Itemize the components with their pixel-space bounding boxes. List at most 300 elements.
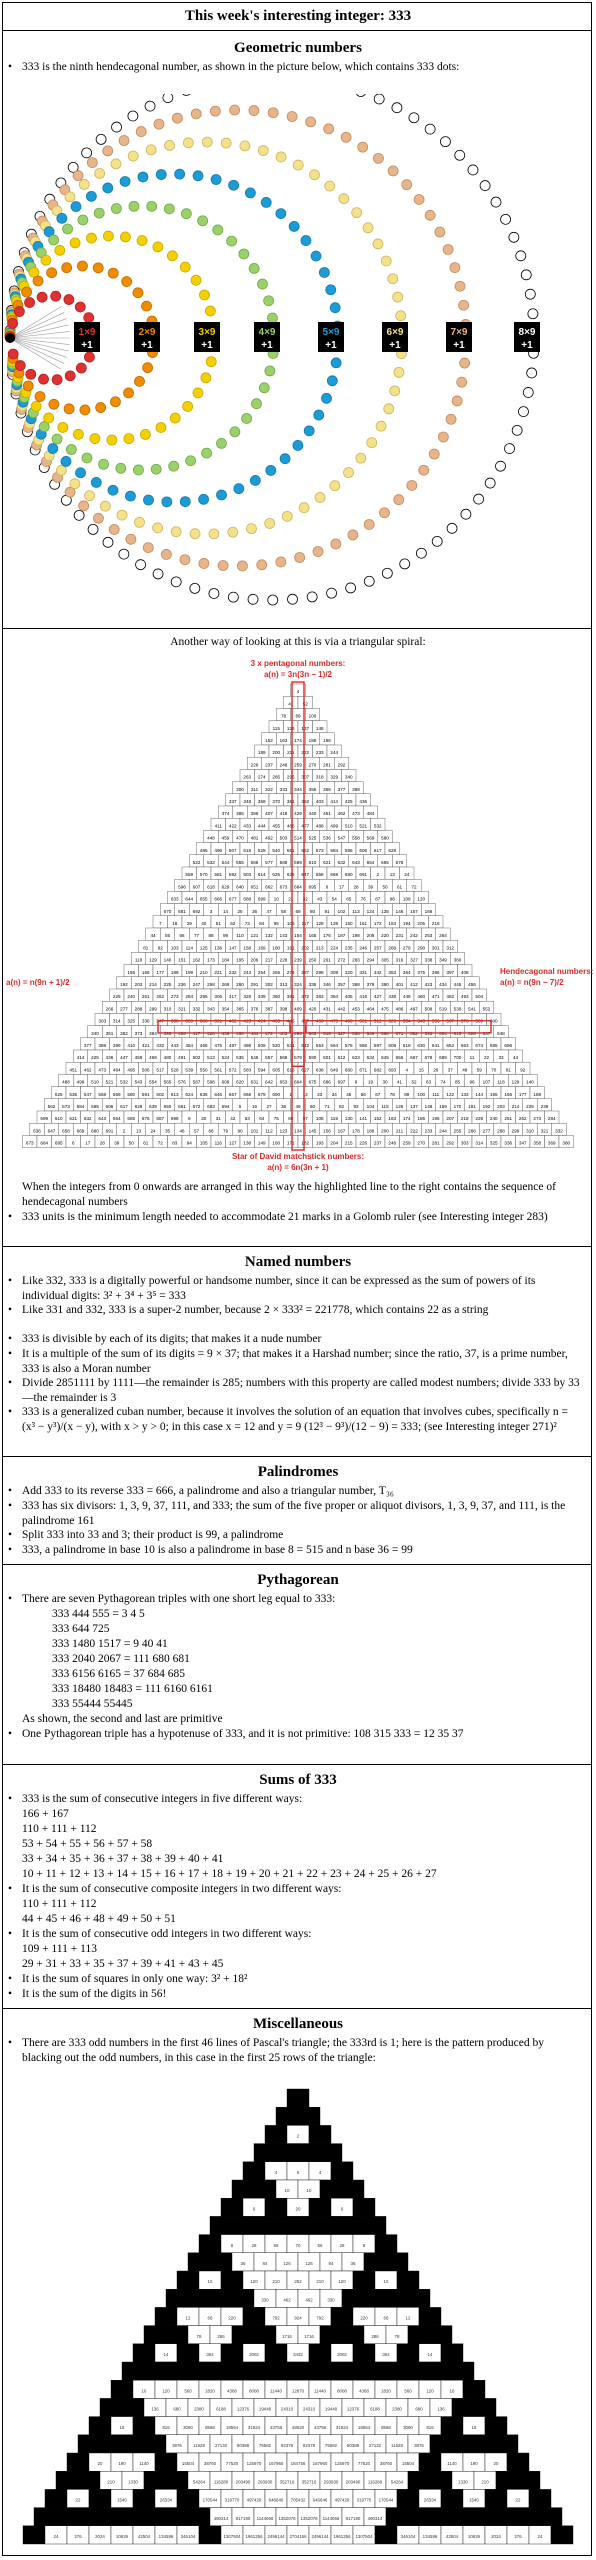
ring-dot	[134, 376, 144, 386]
ring-dot	[265, 366, 275, 376]
even-cell-number: 12376	[346, 2406, 360, 2412]
spiral-cell-number: 244	[439, 1128, 447, 1134]
spiral-cell-number: 595	[344, 847, 353, 853]
odd-cell	[298, 2144, 320, 2162]
even-cell-number: 36	[240, 2261, 246, 2266]
ring-dot	[85, 491, 95, 501]
ring-dot	[206, 357, 216, 367]
spiral-cell-number: 196	[323, 738, 331, 743]
ring-dot	[52, 375, 62, 385]
spiral-cell-number: 23	[317, 1091, 323, 1097]
ring-dot	[407, 480, 417, 490]
hendecagonal-dots-figure	[0, 94, 596, 624]
spiral-cell-number: 71	[324, 1104, 330, 1109]
spiral-cell-number: 691	[359, 872, 368, 878]
spiral-cell-number: 407	[265, 811, 273, 817]
ring-dot	[96, 403, 106, 413]
spiral-cell-number: 214	[149, 982, 157, 987]
fan-line	[10, 338, 69, 351]
spiral-cell-number: 180	[272, 945, 281, 951]
spiral-cell-number: 148	[315, 725, 324, 731]
ring-dot	[122, 277, 132, 287]
ring-dot	[491, 197, 501, 207]
odd-cell	[133, 2344, 155, 2362]
even-cell-number: 286	[217, 2333, 225, 2339]
spiral-cell-number: 599	[294, 860, 302, 865]
spiral-cell-number: 336	[504, 1140, 513, 1146]
ring-dot	[8, 349, 18, 359]
ring-dot	[135, 517, 145, 527]
odd-cell	[56, 2508, 78, 2526]
even-cell-number: 3432	[293, 2352, 303, 2357]
spiral-cell-number: 609	[221, 1079, 230, 1085]
spiral-cell-number: 647	[47, 1128, 56, 1134]
spiral-cell-number: 73	[244, 921, 250, 926]
even-cell-number: 116280	[367, 2479, 383, 2485]
spiral-cell-number: 225	[526, 1104, 534, 1109]
even-cell-number: 680	[415, 2406, 423, 2412]
even-cell-number: 22	[75, 2497, 81, 2503]
ring-label	[254, 322, 280, 352]
odd-cell	[397, 2344, 419, 2362]
odd-cell	[122, 2398, 144, 2416]
ring-dot	[367, 438, 377, 448]
ring-dot	[147, 201, 157, 211]
spiral-cell-number: 210	[199, 969, 208, 975]
spiral-cell-number: 138	[243, 1140, 252, 1146]
even-cell-number: 1352078	[278, 2515, 296, 2521]
even-cell-number: 646646	[312, 2497, 328, 2503]
spiral-cell-number: 178	[352, 1128, 360, 1134]
spiral-cell-number: 358	[170, 1018, 179, 1024]
ring-dot	[119, 136, 129, 146]
spiral-cell-number: 520	[272, 1043, 281, 1048]
even-cell-number: 8568	[205, 2424, 215, 2430]
spiral-cell-number: 536	[323, 835, 331, 841]
ring-dot	[120, 176, 130, 186]
spiral-cell-number: 14	[222, 908, 229, 914]
ring-dot	[61, 456, 71, 466]
spiral-cell-number: 105	[199, 1140, 208, 1146]
spiral-cell-number: 139	[330, 921, 339, 926]
odd-cell	[89, 2489, 111, 2507]
ring-dot	[209, 588, 219, 598]
sum-way: 10 + 11 + 12 + 13 + 14 + 15 + 16 + 17 + 18 + 19 + 20 + 21 + 22 + 23 + 24 + 25 + 26 + 27	[22, 1868, 437, 1880]
spiral-cell-number: 425	[344, 799, 353, 804]
spiral-cell-number: 237	[373, 1140, 382, 1146]
spiral-cell-number: 35	[164, 1128, 171, 1134]
spiral-cell-number: 140	[163, 957, 172, 963]
spiral-cell-number: 638	[315, 1067, 324, 1073]
ring-dot	[480, 181, 490, 191]
even-cell-number: 54264	[390, 2479, 404, 2485]
odd-cell	[188, 2253, 210, 2271]
spiral-cell-number: 369	[547, 1140, 556, 1146]
spiral-cell-number: 486	[395, 1006, 404, 1012]
spiral-cell-number: 349	[439, 957, 447, 963]
even-cell-number: 31824	[335, 2424, 349, 2430]
named-item: • Like 332, 333 is a digitally powerful or handsome number, since it can be expressed as the sum of powers of its individual digits: 3² + 3⁴ + 3⁵ = 333	[8, 1274, 583, 1303]
spiral-cell-number: 347	[156, 1018, 165, 1024]
spiral-cell-number: 1	[289, 1091, 293, 1097]
spiral-cell-number: 72	[411, 884, 417, 890]
spiral-cell-number: 61	[143, 1140, 149, 1146]
even-cell-number: 20	[295, 2206, 301, 2212]
spiral-cell-number: 115	[381, 1104, 389, 1109]
spiral-cell-number: 455	[272, 823, 281, 829]
odd-cell	[221, 2198, 243, 2216]
ring-dot	[249, 106, 259, 116]
odd-cell	[320, 2216, 342, 2234]
ring-dot	[402, 180, 412, 190]
odd-cell	[485, 2417, 507, 2435]
even-cell-number: 167960	[312, 2461, 328, 2467]
spiral-cell-number: 239	[294, 957, 302, 963]
spiral-cell-number: 106	[286, 921, 295, 926]
even-cell-number: 24310	[302, 2406, 316, 2412]
spiral-cell-number: 597	[373, 1043, 382, 1048]
spiral-cell-number: 128	[315, 921, 324, 926]
ring-dot	[425, 210, 435, 220]
spiral-cell-number: 656	[395, 1055, 404, 1061]
ring-dot	[56, 465, 66, 475]
spiral-cell-number: 312	[446, 945, 455, 951]
odd-cell	[166, 2471, 188, 2489]
spiral-cell-number: 525	[54, 1091, 63, 1097]
spiral-cell-number: 536	[69, 1091, 78, 1097]
divider	[2, 2008, 592, 2009]
spiral-cell-number: 523	[388, 1018, 397, 1024]
ring-dot	[161, 549, 171, 559]
spiral-cell-number: 587	[192, 1079, 201, 1085]
spiral-cell-number: 684	[294, 884, 302, 890]
spiral-cell-number: 165	[308, 933, 317, 939]
spiral-cell-number: 533	[207, 860, 215, 865]
spiral-cell-number: 449	[402, 994, 411, 1000]
spiral-cell-number: 510	[344, 823, 353, 829]
spiral-cell-number: 248	[279, 762, 288, 768]
even-cell-number: 66	[383, 2315, 389, 2321]
odd-cell	[100, 2508, 122, 2526]
spiral-cell-number: 173	[207, 957, 215, 963]
ring-dot	[94, 208, 104, 218]
even-cell-number: 18	[471, 2424, 477, 2430]
spiral-cell-number: 107	[482, 1079, 491, 1085]
even-cell-number: 1330	[458, 2479, 468, 2485]
spiral-cell-number: 506	[141, 1067, 150, 1073]
even-cell-number: 490314	[367, 2515, 383, 2521]
spiral-cell-number: 7	[158, 921, 162, 926]
spiral-cell-number: 189	[257, 750, 266, 756]
spiral-cell-number: 571	[395, 1030, 404, 1036]
ring-dot	[22, 287, 32, 297]
odd-cell	[155, 2307, 177, 2325]
ring-dot	[128, 151, 138, 161]
spiral-cell-number: 532	[373, 823, 382, 829]
spiral-cell-number: 676	[141, 1116, 150, 1122]
spiral-cell-number: 54	[331, 896, 337, 902]
spiral-cell-number: 324	[294, 982, 302, 987]
spiral-cell-number: 338	[424, 957, 433, 963]
odd-cell	[342, 2289, 364, 2307]
spiral-cell-number: 424	[257, 1018, 266, 1024]
spiral-cell-number: 412	[410, 982, 418, 987]
spiral-cell-number: 279	[402, 945, 411, 951]
spiral-cell-number: 240	[489, 1116, 498, 1122]
spiral-cell-number: 502	[192, 1055, 201, 1061]
odd-cell	[441, 2489, 463, 2507]
pythagorean-note: As shown, the second and last are primitive	[22, 1713, 223, 1725]
spiral-cell-number: 135	[381, 908, 389, 914]
odd-cell	[89, 2417, 111, 2435]
odd-cell	[408, 2362, 430, 2380]
spiral-cell-number: 570	[199, 872, 208, 878]
spiral-cell-number: 434	[439, 982, 447, 987]
odd-cell	[166, 2508, 188, 2526]
ring-dot	[58, 422, 68, 432]
spiral-cell-number: 480	[163, 1055, 172, 1061]
spiral-cell-number: 332	[555, 1128, 563, 1134]
spiral-cell-number: 369	[185, 1018, 194, 1024]
spiral-cell-number: 118	[134, 957, 143, 963]
even-cell-number: 56	[317, 2242, 323, 2248]
spiral-cell-number: 458	[134, 1055, 143, 1061]
spiral-cell-number: 78	[280, 713, 287, 719]
spiral-cell-number: 453	[352, 1006, 360, 1012]
spiral-cell-number: 410	[127, 1043, 136, 1048]
spiral-cell-number: 174	[402, 1116, 411, 1122]
pythagorean-triple: 333 644 725	[52, 1623, 110, 1635]
pythagorean-heading: Pythagorean	[257, 1572, 339, 1588]
spiral-cell-number: 95	[273, 921, 279, 926]
spiral-cell-number: 291	[250, 982, 259, 987]
spiral-cell-number: 182	[301, 1140, 310, 1146]
odd-cell	[100, 2435, 122, 2453]
spiral-cell-number: 114	[185, 945, 193, 951]
spiral-cell-number: 255	[453, 1128, 462, 1134]
even-cell-number: 286	[371, 2333, 379, 2339]
spiral-cell-number: 399	[112, 1043, 121, 1048]
spiral-cell-number: 13	[135, 1128, 142, 1134]
ring-dot	[390, 386, 400, 396]
spiral-cell-number: 678	[424, 1055, 433, 1061]
spiral-cell-number: 527	[337, 1030, 346, 1036]
spiral-cell-number: 488	[62, 1079, 70, 1085]
spiral-cell-number: 472	[265, 1030, 273, 1036]
spiral-cell-number: 590	[308, 1055, 317, 1061]
spiral-cell-number: 348	[243, 799, 252, 804]
spiral-cell-number: 547	[337, 835, 346, 841]
sums-digits: • It is the sum of the digits in 56!	[8, 1987, 583, 2002]
spiral-cell-number: 28	[99, 1140, 105, 1146]
even-cell-number: 50388	[236, 2443, 250, 2448]
ring-label-top: 6×9	[386, 327, 404, 338]
ring-dot	[169, 461, 179, 471]
spiral-label-bottom: Star of David matchstick numbers:	[231, 1152, 365, 1161]
spiral-cell-number: 664	[294, 1079, 302, 1085]
ring-dot	[25, 297, 35, 307]
even-cell-number: 1144066	[322, 2515, 340, 2521]
even-cell-number: 10	[207, 2279, 213, 2285]
odd-cell	[375, 2235, 397, 2253]
spiral-cell-number: 397	[446, 969, 455, 975]
even-cell-number: 12870	[291, 2388, 305, 2394]
even-cell-number: 220	[228, 2315, 236, 2321]
spiral-cell-number: 64	[259, 1116, 265, 1122]
named-item: • Like 331 and 332, 333 is a super-2 number, because 2 × 333² = 221778, which contains 22 as a string	[8, 1303, 583, 1318]
spiral-cell-number: 380	[562, 1140, 571, 1146]
spiral-cell-number: 185	[308, 738, 317, 743]
spiral-cell-number: 154	[294, 933, 302, 939]
spiral-cell-number: 593	[424, 1030, 433, 1036]
spiral-cell-number: 482	[446, 994, 455, 1000]
spiral-cell-number: 457	[301, 1018, 310, 1024]
spiral-cell-number: 592	[228, 872, 237, 878]
spiral-cell-number: 333	[279, 786, 288, 792]
spiral-cell-number: 17	[338, 884, 345, 890]
ring-dot	[82, 148, 92, 158]
ring-dot	[293, 440, 303, 450]
spiral-cell-number: 82	[338, 1104, 345, 1109]
ring-dot	[227, 236, 237, 246]
ring-label-top: 7×9	[450, 327, 468, 338]
ring-dot	[181, 94, 191, 95]
ring-dot	[93, 263, 103, 273]
spiral-cell-number: 43	[317, 896, 323, 902]
spiral-cell-number: 505	[308, 1030, 317, 1036]
spiral-cell-number: 370	[272, 799, 281, 804]
spiral-cell-number: 605	[272, 1067, 281, 1073]
odd-cell	[474, 2508, 496, 2526]
ring-dot	[84, 313, 94, 323]
spiral-cell-number: 72	[157, 1140, 163, 1146]
spiral-cell-number: 514	[294, 835, 302, 841]
spiral-cell-number: 395	[163, 1030, 172, 1036]
spiral-cell-number: 52	[302, 701, 308, 707]
spiral-cell-number: 477	[301, 823, 310, 829]
spiral-cell-number: 394	[330, 994, 339, 1000]
ring-dot	[373, 239, 383, 249]
spiral-cell-number: 213	[315, 945, 324, 951]
spiral-cell-number: 137	[410, 1104, 418, 1109]
odd-cell	[430, 2508, 452, 2526]
spiral-cell-number: 498	[243, 1043, 252, 1048]
odd-cell	[298, 2216, 320, 2234]
spiral-cell-number: 329	[330, 774, 339, 780]
spiral-cell-number: 248	[388, 1140, 397, 1146]
ring-dot	[66, 445, 76, 455]
spiral-cell-number: 654	[112, 1116, 121, 1122]
spiral-cell-number: 573	[315, 847, 324, 853]
ring-dot	[75, 302, 85, 312]
spiral-cell-number: 61	[396, 884, 403, 890]
spiral-cell-number: 699	[257, 896, 266, 902]
odd-cell	[144, 2435, 166, 2453]
ring-dot	[455, 150, 465, 160]
ring-dot	[264, 296, 274, 306]
ring-dot	[230, 105, 240, 115]
even-cell-number: 92378	[302, 2443, 316, 2448]
odd-cell	[122, 2362, 144, 2380]
odd-cell	[276, 2362, 298, 2380]
spiral-cell-number: 159	[439, 1104, 447, 1109]
odd-cell	[254, 2180, 276, 2198]
ring-label-bottom: +1	[453, 340, 465, 351]
ring-dot	[339, 194, 349, 204]
spiral-cell-number: 422	[228, 823, 237, 829]
even-cell-number: 1716	[282, 2333, 292, 2339]
spiral-cell-number: 617	[120, 1104, 128, 1109]
odd-cell	[496, 2508, 518, 2526]
spiral-cell-number: 217	[265, 957, 273, 963]
ring-dot	[109, 524, 119, 534]
ring-label	[74, 322, 100, 352]
spiral-cell-number: 52	[411, 1079, 417, 1085]
spiral-cell-number: 657	[228, 1091, 237, 1097]
even-cell-number: 78	[394, 2333, 400, 2339]
ring-dot	[251, 399, 261, 409]
spiral-cell-number: 359	[257, 799, 266, 804]
odd-cell	[210, 2253, 232, 2271]
pascal-note: • There are 333 odd numbers in the first 46 lines of Pascal's triangle; the 333rd is 1; here is the pattern produced by blacking out the odd numbers, in this case in the first 25 rows of the triangle:	[8, 2036, 583, 2065]
ring-dot	[117, 510, 127, 520]
palindrome-item: • 333 has six divisors: 1, 3, 9, 37, 111, and 333; the sum of the five proper or aliquot divisors, 1, 3, 9, 37, and 111, is the palindrome 161	[8, 1499, 583, 1528]
ring-dot	[237, 561, 247, 571]
ring-dot	[425, 124, 435, 134]
even-cell-number: 1140	[447, 2461, 457, 2467]
odd-cell	[419, 2307, 441, 2325]
ring-dot	[295, 553, 305, 563]
spiral-cell-number: 462	[337, 811, 346, 817]
spiral-cell-number: 625	[272, 872, 281, 878]
ring-dot	[364, 519, 374, 529]
ring-dot	[181, 209, 191, 219]
ring-dot	[49, 235, 59, 245]
even-cell-number: 12376	[236, 2406, 250, 2412]
spiral-label-top: 3 x pentagonal numbers:	[250, 659, 346, 668]
spiral-cell-number: 284	[185, 994, 194, 1000]
spiral-cell-number: 494	[294, 1030, 302, 1036]
spiral-cell-number: 340	[91, 1030, 99, 1036]
spiral-cell-number: 543	[134, 1079, 143, 1085]
spiral-cell-number: 277	[482, 1128, 491, 1134]
spiral-cell-number: 479	[330, 1018, 339, 1024]
ring-dot	[198, 216, 208, 226]
spiral-cell-number: 276	[286, 969, 295, 975]
spiral-cell-number: 336	[141, 1018, 150, 1024]
spiral-cell-number: 118	[497, 1079, 505, 1085]
ring-dot	[213, 225, 223, 235]
spiral-cell-number: 121	[250, 933, 259, 939]
spiral-cell-number: 391	[214, 1018, 223, 1024]
spiral-cell-number: 65	[346, 896, 352, 902]
ring-dot	[373, 153, 383, 163]
spiral-cell-number: 633	[170, 896, 179, 902]
spiral-cell-number: 459	[221, 835, 230, 841]
ring-dot	[162, 497, 172, 507]
spiral-cell-number: 112	[265, 1128, 273, 1134]
even-cell-number: 1820	[205, 2388, 215, 2394]
spiral-cell-number: 143	[279, 933, 288, 939]
even-cell-number: 560	[404, 2388, 412, 2394]
even-cell-number: 2496144	[267, 2534, 285, 2539]
spiral-cell-number: 476	[214, 1043, 223, 1048]
spiral-cell-number: 236	[540, 1104, 549, 1109]
even-cell-number: 11628	[193, 2443, 205, 2448]
ring-dot	[525, 289, 535, 299]
even-cell-number: 1961256	[245, 2534, 263, 2539]
even-cell-number: 126	[305, 2261, 313, 2266]
